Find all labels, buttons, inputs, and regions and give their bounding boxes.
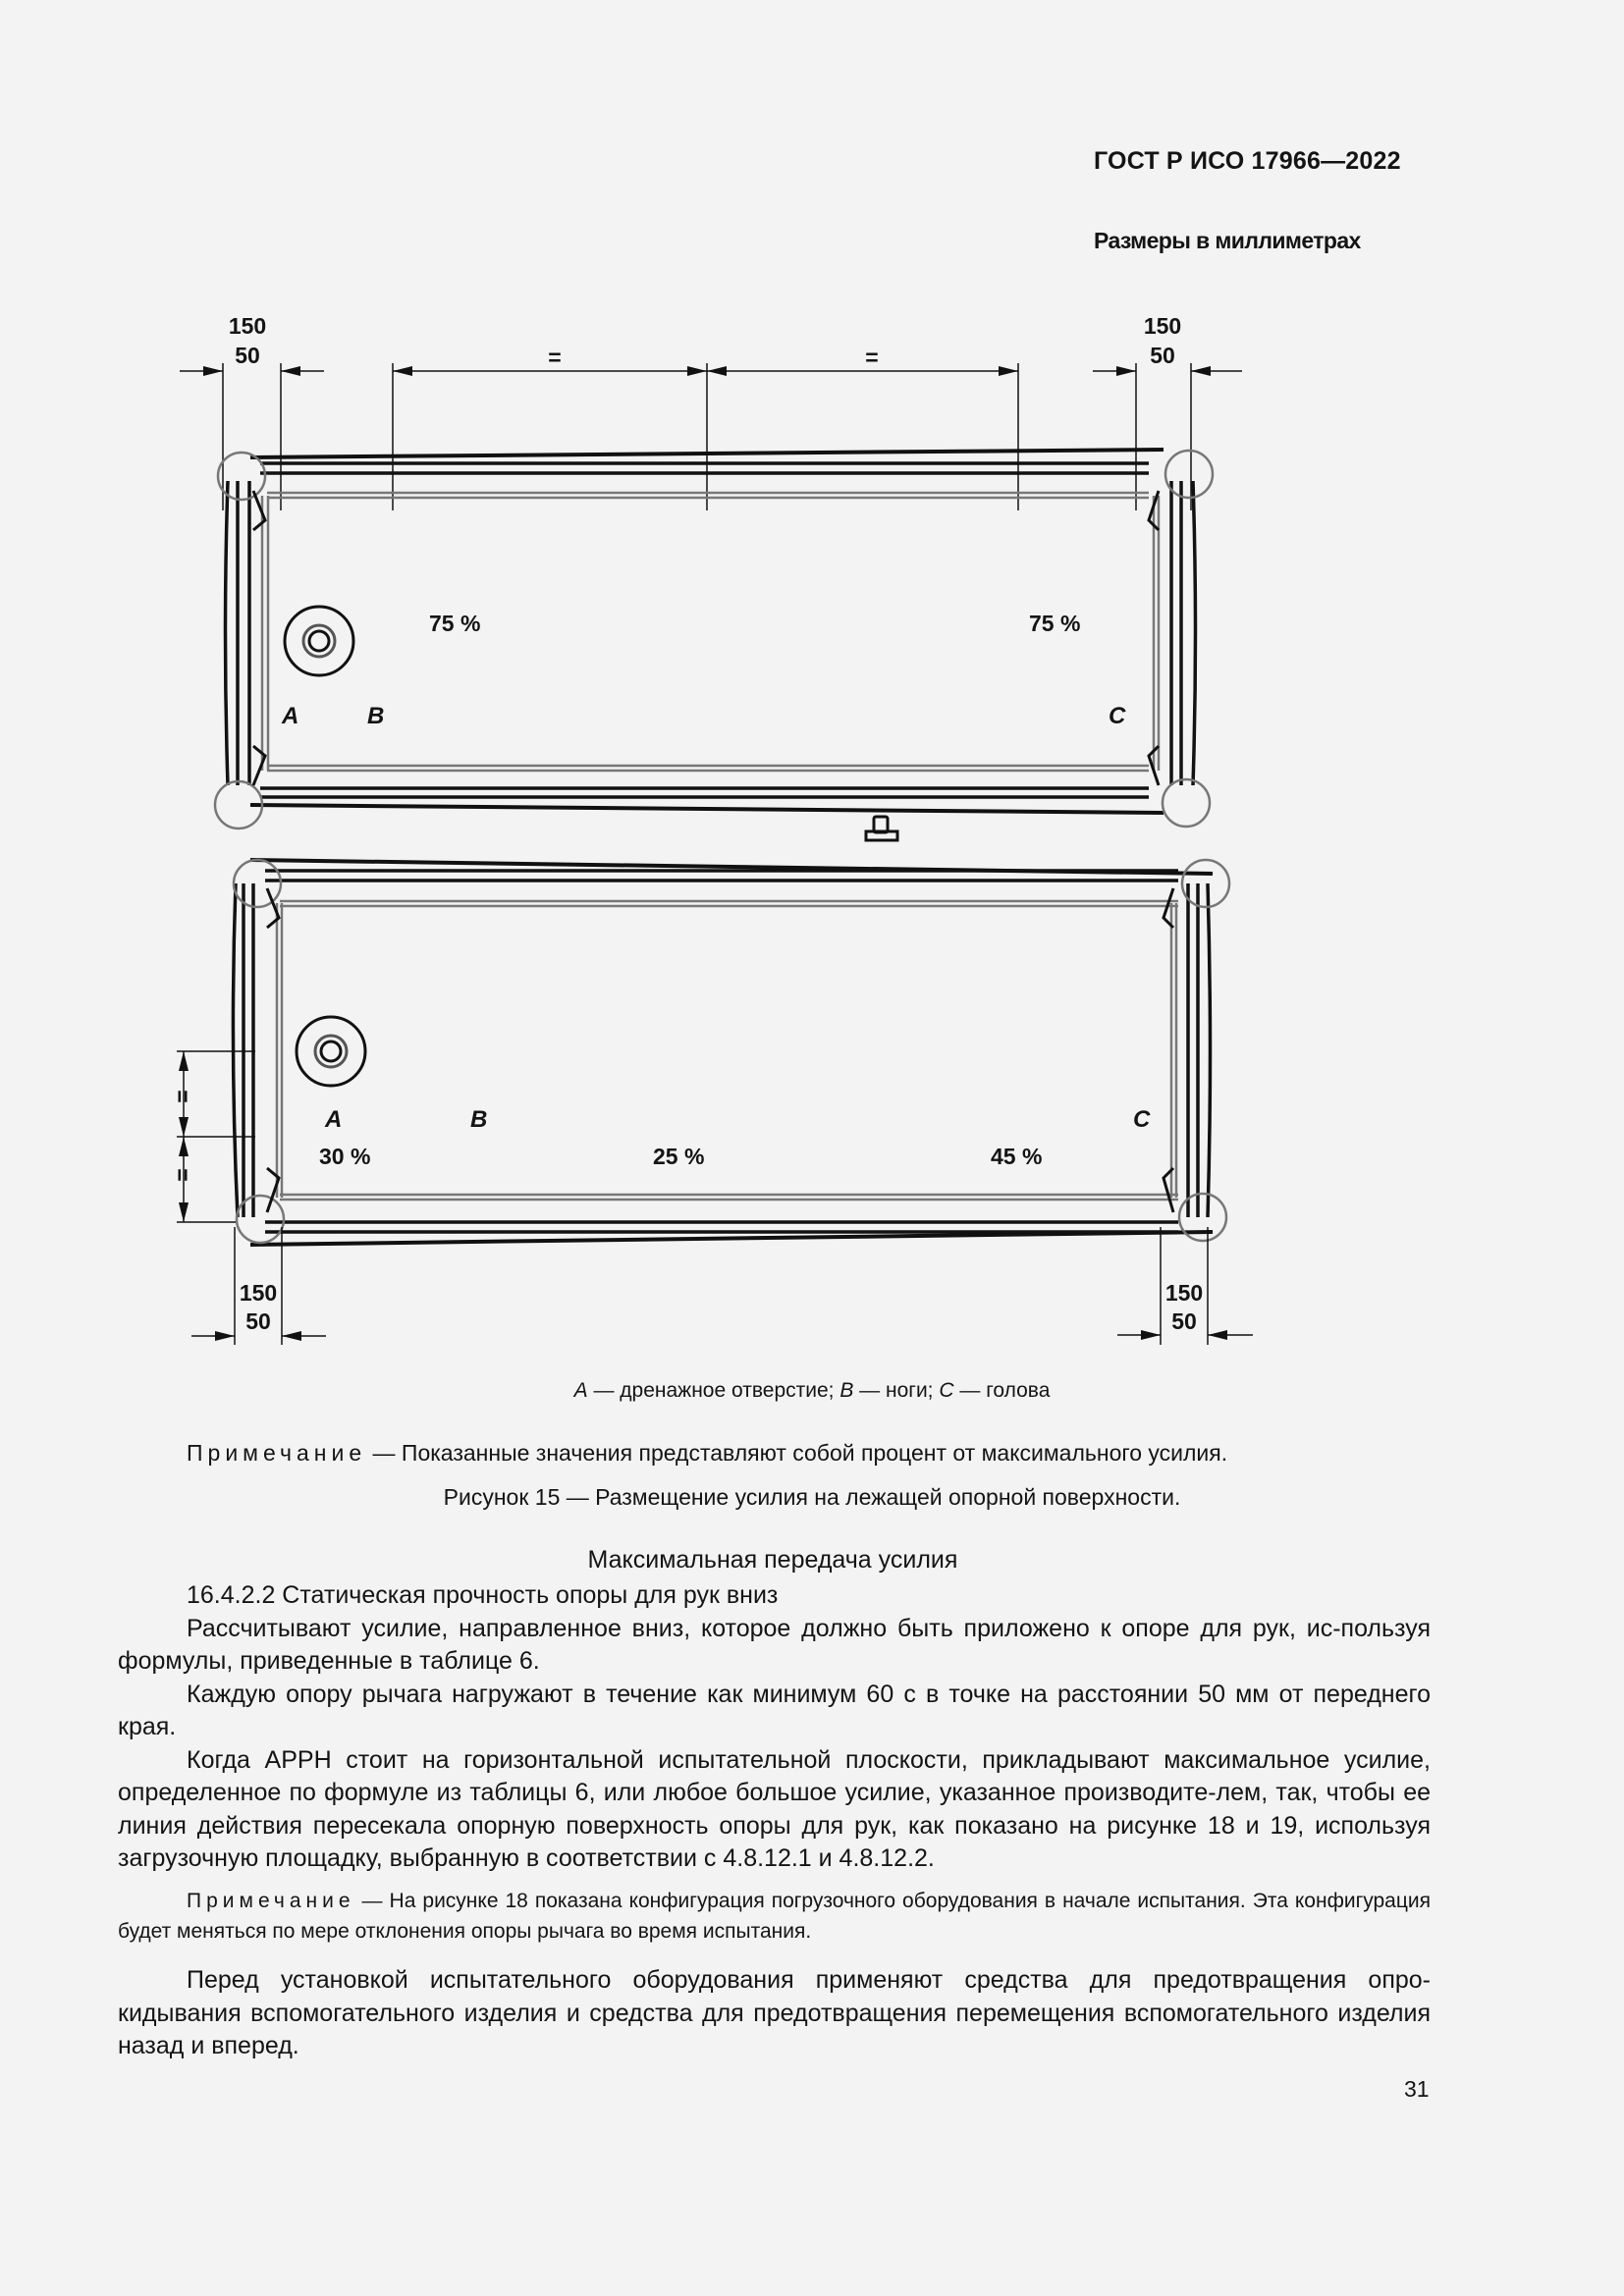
load-bottom-right: 45 % [991, 1144, 1043, 1169]
body-note [118, 1886, 1431, 1947]
drain-hole-icon [297, 1017, 365, 1086]
dim-top-right-inner: 50 [1150, 343, 1175, 368]
label-b-bottom: B [470, 1106, 488, 1133]
bottom-left-vertical-dimensions [177, 1051, 1253, 1345]
bottom-frame [233, 860, 1229, 1245]
top-view [180, 313, 1242, 840]
load-bottom-middle: 25 % [653, 1144, 705, 1169]
units-note: Размеры в миллиметрах [1094, 228, 1361, 253]
dim-top-left-outer: 150 [228, 313, 267, 339]
label-a-bottom: A [325, 1106, 343, 1133]
key-b-text: — ноги; [853, 1379, 940, 1402]
dim-top-left-inner: 50 [235, 343, 260, 368]
drain-hole-icon [285, 607, 353, 675]
section-heading: Максимальная передача усилия [587, 1546, 958, 1574]
body-paragraph: Рассчитывают усилие, направленное вниз, которое должно быть приложено к опоре для рук, ис-пользуя формулы, приведенные в таблице 6. [118, 1614, 1431, 1675]
figure-note-text: — Показанные значения представляют собой процент от максимального усилия. [366, 1440, 1228, 1466]
body-paragraph: Когда АРРН стоит на горизонтальной испытательной плоскости, прикладывают максимальное усилие, определенное по формуле из таблицы 6, или любое большое усилие, указанное производите-лем, так, чтобы ее линия действия пересекала опорную поверхность опоры для рук, как показано на рисунке 18 и 19, используя загрузочную площадку, выбранную в соответствии с 4.8.12.1 и 4.8.12.2. [118, 1745, 1431, 1872]
dim-bottom-right-inner: 50 [1171, 1308, 1197, 1334]
body-note-text: — На рисунке 18 показана конфигурация погрузочного оборудования в начале испытания. Эта конфигурация будет меняться по мере отклонения опоры рычага во время испытания. [118, 1890, 1431, 1943]
page-number: 31 [1404, 2076, 1430, 2102]
key-c-text: — голова [953, 1379, 1051, 1402]
key-c-letter: C [939, 1379, 954, 1402]
figure-caption: Рисунок 15 — Размещение усилия на лежащей опорной поверхности. [443, 1484, 1181, 1510]
dim-top-right-outer: 150 [1143, 313, 1182, 339]
load-top-right: 75 % [1029, 611, 1081, 636]
final-content [118, 1964, 1431, 2063]
equal-mark-vertical-2: = [170, 1168, 195, 1182]
figure-note [187, 1440, 1227, 1467]
subsection-title: 16.4.2.2 Статическая прочность опоры для рук вниз [187, 1581, 779, 1609]
figure-note-label: Примечание [187, 1440, 367, 1466]
equal-mark-1: = [548, 345, 562, 370]
dim-bottom-left-inner: 50 [245, 1308, 271, 1334]
body-content [118, 1579, 1431, 1876]
dim-bottom-left-outer: 150 [239, 1280, 278, 1306]
equal-mark-2: = [865, 345, 879, 370]
label-c-top: C [1109, 703, 1126, 729]
label-c-bottom: C [1133, 1106, 1151, 1133]
key-a-letter: A [573, 1379, 588, 1402]
equal-mark-vertical-1: = [170, 1090, 195, 1103]
dim-bottom-right-outer: 150 [1164, 1280, 1204, 1306]
body-note-label: Примечание [187, 1890, 355, 1912]
standard-id: ГОСТ Р ИСО 17966—2022 [1094, 147, 1401, 175]
figure-key [0, 1379, 1624, 1403]
body-paragraph: Каждую опору рычага нагружают в течение как минимум 60 с в точке на расстоянии 50 мм от переднего края. [118, 1680, 1431, 1740]
load-bottom-left: 30 % [319, 1144, 371, 1169]
bottom-view [170, 860, 1253, 1345]
label-a-top: A [282, 703, 299, 729]
body-paragraph: Перед установкой испытательного оборудования применяют средства для предотвращения опро-кидывания вспомогательного изделия и средства для предотвращения перемещения вспомогательного изделия назад и вперед. [118, 1966, 1431, 2059]
label-b-top: B [367, 703, 385, 729]
key-a-text: — дренажное отверстие; [587, 1379, 840, 1402]
top-dimensions [180, 363, 1242, 510]
key-b-letter: B [839, 1379, 854, 1402]
top-frame [215, 450, 1213, 840]
load-top-left: 75 % [429, 611, 481, 636]
